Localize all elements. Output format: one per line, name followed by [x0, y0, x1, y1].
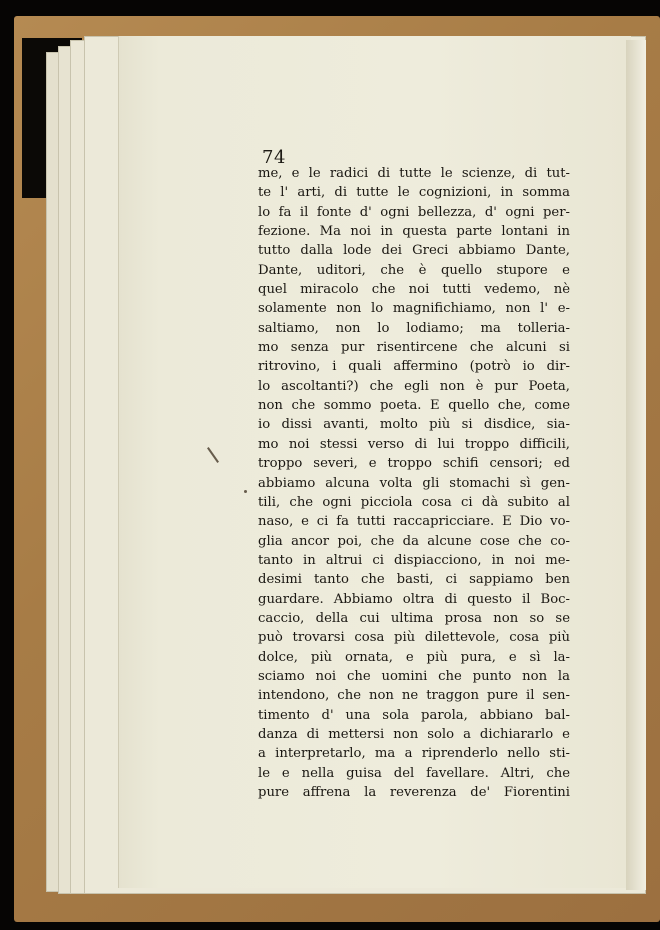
text-line: saltiamo, non lo lodiamo; ma tolleria-	[258, 320, 570, 336]
text-line: non che sommo poeta. E quello che, come	[258, 398, 570, 414]
text-line: a interpretarlo, ma a riprenderlo nello sti-	[258, 746, 570, 762]
text-line: glia ancor poi, che da alcune cose che co-	[258, 533, 570, 549]
text-line: può trovarsi cosa più dilettevole, cosa più	[258, 630, 570, 646]
book-gutter	[626, 40, 646, 890]
text-line: tanto in altrui ci dispiacciono, in noi me-	[258, 552, 570, 568]
text-line: dolce, più ornata, e più pura, e sì la-	[258, 649, 570, 665]
text-line: lo ascoltanti?) che egli non è pur Poeta,	[258, 378, 570, 394]
text-line: io dissi avanti, molto più si disdice, sia-	[258, 417, 570, 433]
text-line: Dante, uditori, che è quello stupore e	[258, 262, 570, 278]
text-line: caccio, della cui ultima prosa non so se	[258, 610, 570, 626]
text-line: fezione. Ma noi in questa parte lontani in	[258, 224, 570, 240]
text-line: timento d' una sola parola, abbiano bal-	[258, 707, 570, 723]
page-number: 74	[262, 147, 286, 168]
text-line: pure affrena la reverenza de' Fiorentini	[258, 785, 570, 800]
text-line: tutto dalla lode dei Greci abbiamo Dante,	[258, 243, 570, 259]
text-line: solamente non lo magnifichiamo, non l' e-	[258, 301, 570, 317]
text-line: mo noi stessi verso di lui troppo difficili,	[258, 436, 570, 452]
text-line: sciamo noi che uomini che punto non la	[258, 668, 570, 684]
text-line: quel miracolo che noi tutti vedemo, nè	[258, 282, 570, 298]
text-line: desimi tanto che basti, ci sappiamo ben	[258, 572, 570, 588]
text-line: naso, e ci fa tutti raccapricciare. E Dio vo-	[258, 514, 570, 530]
text-line: lo fa il fonte d' ogni bellezza, d' ogni per-	[258, 204, 570, 220]
text-line: mo senza pur risentircene che alcuni si	[258, 340, 570, 356]
text-line: me, e le radici di tutte le scienze, di tut-	[258, 166, 570, 181]
text-line: intendono, che non ne traggon pure il sen-	[258, 688, 570, 704]
ink-mark	[244, 490, 247, 493]
text-line: danza di mettersi non solo a dichiararlo e	[258, 726, 570, 742]
text-line: abbiamo alcuna volta gli stomachi sì gen-	[258, 475, 570, 491]
text-line: ritrovino, i quali affermino (potrò io dir-	[258, 359, 570, 375]
text-line: te l' arti, di tutte le cognizioni, in somma	[258, 185, 570, 201]
body-text	[258, 164, 570, 802]
text-line: tili, che ogni picciola cosa ci dà subito al	[258, 494, 570, 510]
text-line: troppo severi, e troppo schifi censori; ed	[258, 456, 570, 472]
text-line: guardare. Abbiamo oltra di questo il Boc-	[258, 591, 570, 607]
text-line: le e nella guisa del favellare. Altri, che	[258, 765, 570, 781]
